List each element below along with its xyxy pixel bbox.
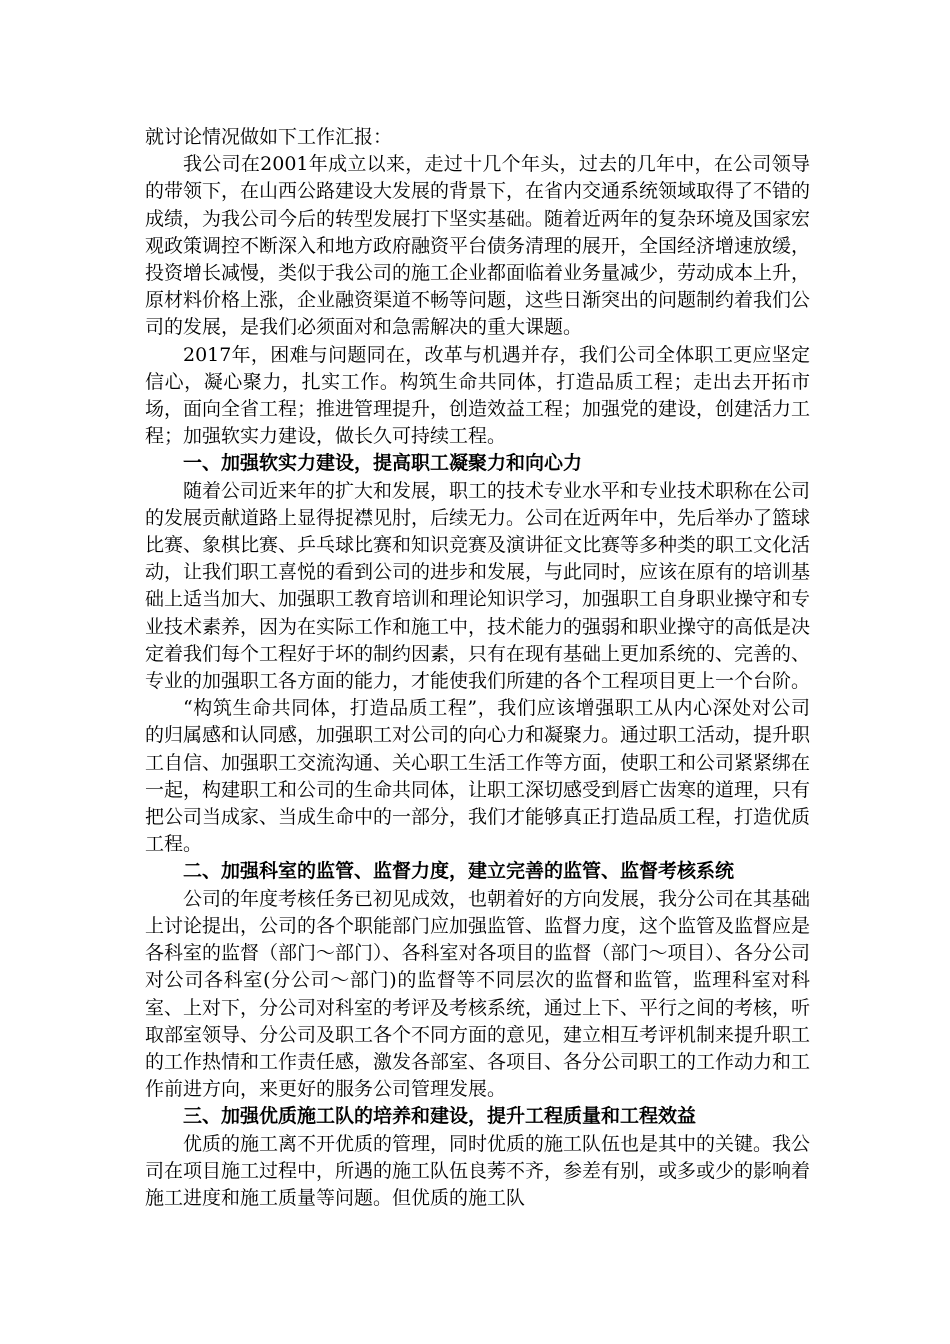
section-heading-2: 二、加强科室的监管、监督力度，建立完善的监管、监督考核系统 bbox=[183, 860, 735, 883]
paragraph-company-history: 我公司在2001年成立以来，走过十几个年头，过去的几年中，在公司领导的带领下，在山西公路建设大发展的背景下，在省内交通系统领域取得了不错的成绩，为我公司今后的转型发展打下坚实基础。随着近两年的复杂环境及国家宏观政策调控不断深入和地方政府融资平台债务清理的展开，全国经济增速放缓，投资增长减慢，类似于我公司的施工企业都面临着业务量减少，劳动成本上升，原材料价格上涨，企业融资渠道不畅等问题，这些日渐突出的问题制约着我们公司的发展，是我们必须面对和急需解决的重大课题。 bbox=[145, 153, 811, 339]
section-heading-3: 三、加强优质施工队的培养和建设，提升工程质量和工程效益 bbox=[183, 1105, 697, 1128]
paragraph-supervision: 公司的年度考核任务已初见成效，也朝着好的方向发展，我分公司在其基础上讨论提出，公司的各个职能部门应加强监管、监督力度，这个监管及监督应是各科室的监督（部门～部门）、各科室对各项目的监督（部门～项目）、各分公司对公司各科室(分公司～部门)的监督等不同层次的监督和监管，监理科室对科室、上对下，分公司对科室的考评及考核系统，通过上下、平行之间的考核，听取部室领导、分公司及职工各个不同方面的意见，建立相互考评机制来提升职工的工作热情和工作责任感，激发各部室、各项目、各分公司职工的工作动力和工作前进方向，来更好的服务公司管理发展。 bbox=[145, 887, 811, 1101]
document-page bbox=[145, 124, 810, 1212]
section-heading-1: 一、加强软实力建设，提高职工凝聚力和向心力 bbox=[183, 452, 583, 475]
paragraph-staff-training: 随着公司近来年的扩大和发展，职工的技术专业水平和专业技术职称在公司的发展贡献道路上显得捉襟见肘，后续无力。公司在近两年中，先后举办了篮球比赛、象棋比赛、乒乓球比赛和知识竞赛及演讲征文比赛等多种类的职工文化活动，让我们职工喜悦的看到公司的进步和发展，与此同时，应该在原有的培训基础上适当加大、加强职工教育培训和理论知识学习，加强职工自身职业操守和专业技术素养，因为在实际工作和施工中，技术能力的强弱和职业操守的高低是决定着我们每个工程好于坏的制约因素，只有在现有基础上更加系统的、完善的、专业的加强职工各方面的能力，才能使我们所建的各个工程项目更上一个台阶。 bbox=[145, 479, 811, 693]
paragraph-2017-goals: 2017年，困难与问题同在，改革与机遇并存，我们公司全体职工更应坚定信心，凝心聚力，扎实工作。构筑生命共同体，打造品质工程；走出去开拓市场，面向全省工程；推进管理提升，创造效益工程；加强党的建设，创建活力工程；加强软实力建设，做长久可持续工程。 bbox=[145, 343, 811, 448]
paragraph-intro: 就讨论情况做如下工作汇报： bbox=[145, 126, 393, 148]
paragraph-construction-teams: 优质的施工离不开优质的管理，同时优质的施工队伍也是其中的关键。我公司在项目施工过程中，所遇的施工队伍良莠不齐，参差有别，或多或少的影响着施工进度和施工质量等问题。但优质的施工队 bbox=[145, 1132, 811, 1209]
paragraph-community-of-life: “构筑生命共同体，打造品质工程”，我们应该增强职工从内心深处对公司的归属感和认同感，加强职工对公司的向心力和凝聚力。通过职工活动，提升职工自信、加强职工交流沟通、关心职工生活工作等方面，使职工和公司紧紧绑在一起，构建职工和公司的生命共同体，让职工深切感受到唇亡齿寒的道理，只有把公司当成家、当成生命中的一部分，我们才能够真正打造品质工程，打造优质工程。 bbox=[145, 697, 811, 856]
